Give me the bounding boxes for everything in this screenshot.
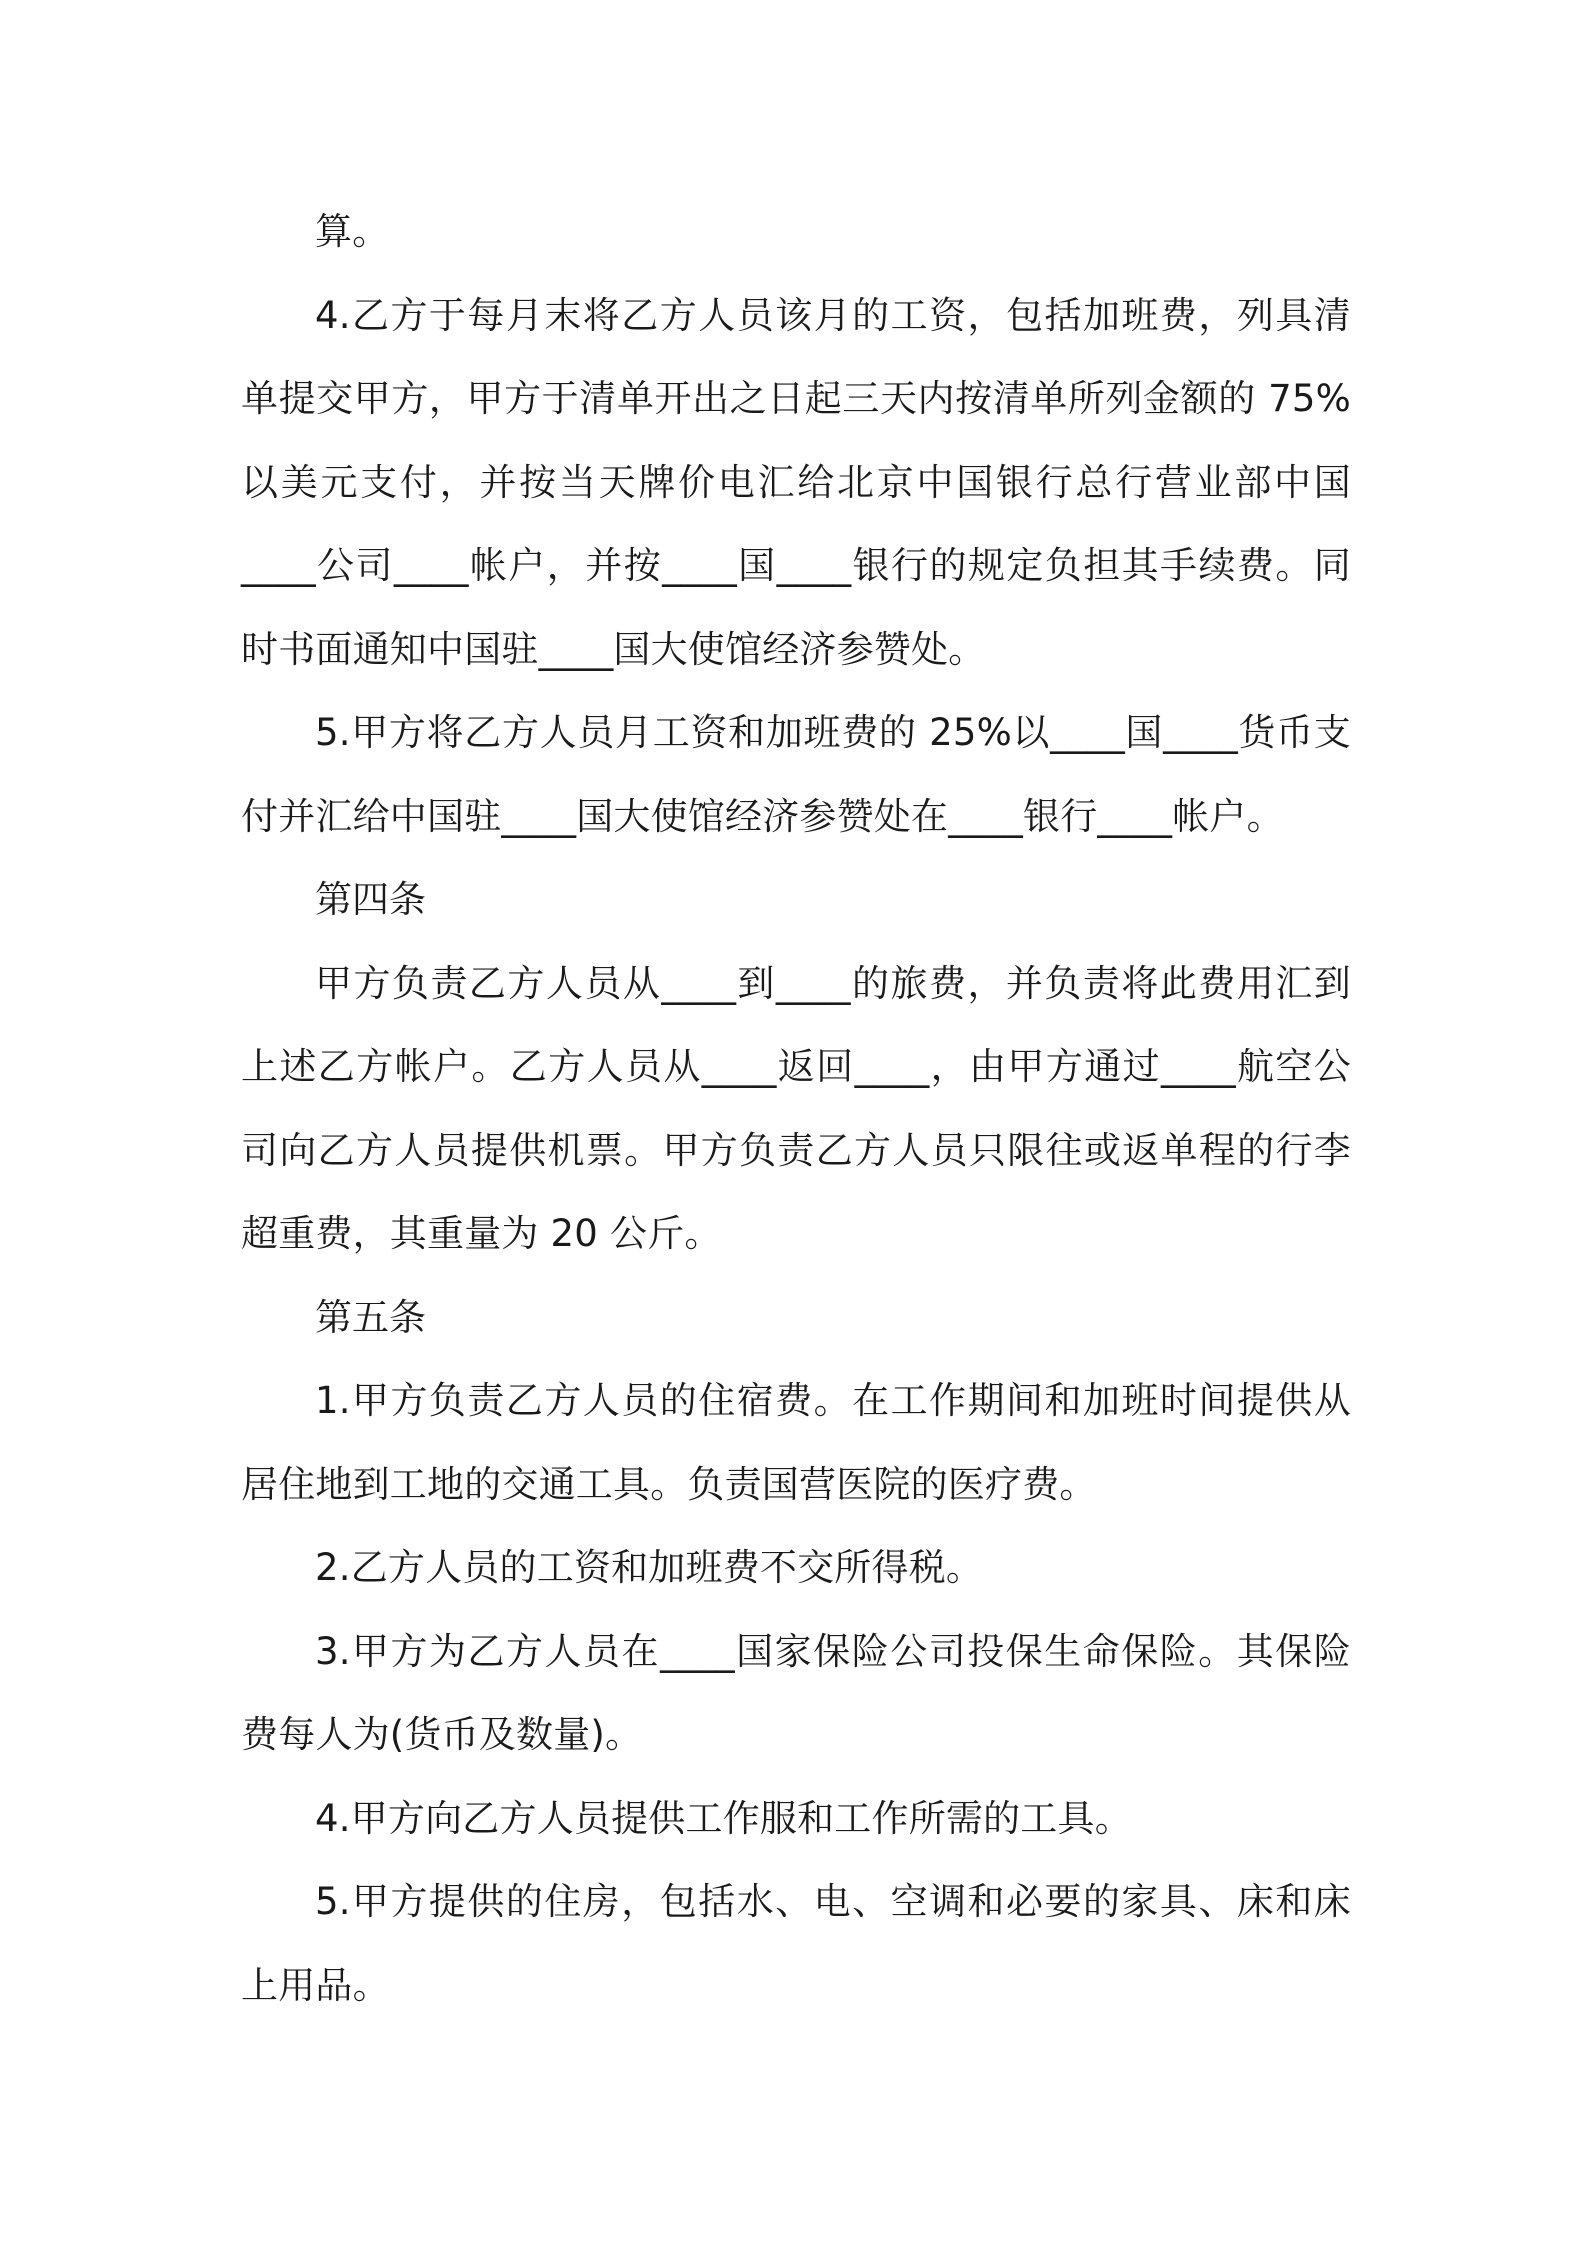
clause-3-item-5: 5.甲方将乙方人员月工资和加班费的 25%以____国____货币支付并汇给中国驻____国大使馆经济参赞处在____银行____帐户。 <box>241 711 1351 838</box>
article-5-item-2: 2.乙方人员的工资和加班费不交所得税。 <box>315 1546 984 1589</box>
clause-3-item-4: 4.乙方于每月末将乙方人员该月的工资，包括加班费，列具清单提交甲方，甲方于清单开出之日起三天内按清单所列金额的 75%以美元支付，并按当天牌价电汇给北京中国银行总行营业部中国____公司____帐户，并按____国____银行的规定负担其手续费。同时书面通知中国驻____国大使馆经济参赞处。 <box>241 293 1351 671</box>
document-body <box>241 190 1351 2027</box>
paragraph-continuation: 算。 <box>315 210 390 253</box>
article-5-item-5: 5.甲方提供的住房，包括水、电、空调和必要的家具、床和床上用品。 <box>241 1880 1351 2007</box>
article-5-item-3: 3.甲方为乙方人员在____国家保险公司投保生命保险。其保险费每人为(货币及数量)。 <box>241 1629 1351 1756</box>
article-heading-5: 第五条 <box>315 1295 426 1339</box>
article-5-item-1: 1.甲方负责乙方人员的住宿费。在工作期间和加班时间提供从居住地到工地的交通工具。负责国营医院的医疗费。 <box>241 1379 1351 1506</box>
article-heading-4: 第四条 <box>315 878 426 921</box>
article-5-item-4: 4.甲方向乙方人员提供工作服和工作所需的工具。 <box>315 1796 1132 1840</box>
article-4-body: 甲方负责乙方人员从____到____的旅费，并负责将此费用汇到上述乙方帐户。乙方人员从____返回____，由甲方通过____航空公司向乙方人员提供机票。甲方负责乙方人员只限往或返单程的行李超重费，其重量为 20 公斤。 <box>241 961 1351 1255</box>
